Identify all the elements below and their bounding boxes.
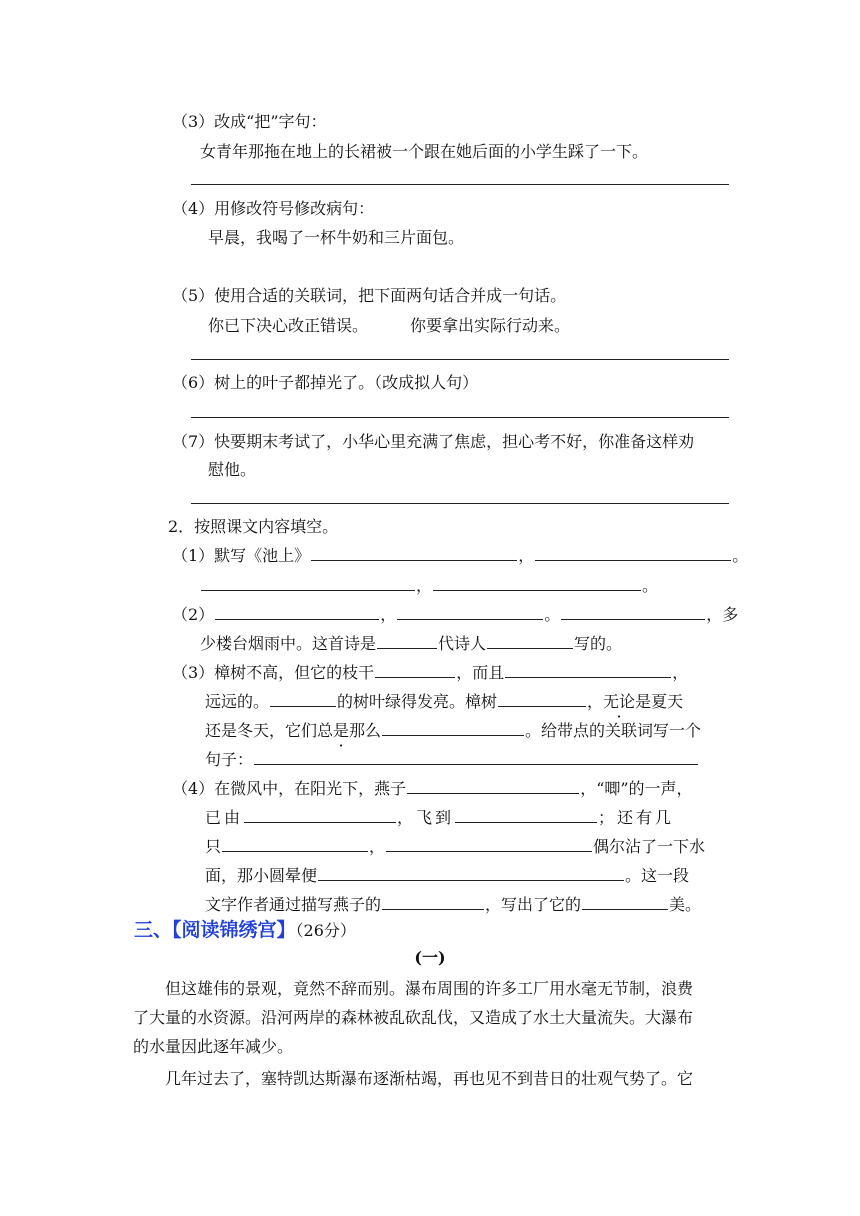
punct: 。 — [732, 546, 749, 565]
section3-title: 【阅读锦绣宫】 — [172, 919, 296, 941]
reading-p1-line3: 的水量因此逐年减少。 — [133, 1037, 294, 1056]
q3-answer-line[interactable] — [191, 184, 729, 185]
blank[interactable] — [377, 633, 437, 649]
s4-line3 — [205, 836, 705, 857]
s4-text: （4）在微风中，在阳光下，燕子 — [172, 779, 407, 798]
dotted-conjunction: 无论 — [603, 692, 636, 711]
dotted-conjunction: 是 — [333, 721, 350, 740]
s3-text: 是夏天 — [635, 692, 684, 711]
s4-line1 — [172, 778, 693, 799]
s2-line1 — [172, 604, 738, 625]
s2-text: 代诗人 — [438, 634, 487, 653]
blank[interactable] — [201, 575, 415, 591]
q3-text: 女青年那拖在地上的长裙被一个跟在她后面的小学生踩了一下。 — [200, 142, 649, 161]
blank[interactable] — [270, 691, 336, 707]
blank[interactable] — [386, 836, 592, 852]
blank[interactable] — [455, 807, 597, 823]
s3-line2 — [205, 691, 683, 712]
blank[interactable] — [254, 749, 698, 765]
punct: ， — [416, 576, 433, 595]
s3-text: ， — [672, 663, 689, 682]
s4-text: 只 — [205, 837, 222, 856]
s3-text: 那么 — [349, 721, 382, 740]
blank[interactable] — [215, 604, 379, 620]
s4-text: 已由 — [205, 808, 244, 827]
s4-line4 — [205, 865, 689, 886]
reading-p1-line1: 但这雄伟的景观，竟然不辞而别。瀑布周围的许多工厂用水毫无节制，浪费 — [165, 979, 694, 998]
s4-text: ，“唧”的一声， — [580, 779, 693, 798]
reading-p2-line1: 几年过去了，塞特凯达斯瀑布逐渐枯竭，再也见不到昔日的壮观气势了。它 — [165, 1069, 694, 1088]
blank[interactable] — [382, 894, 484, 910]
s3-text: 的树叶绿得发亮。樟树 — [337, 692, 498, 711]
s3-line3 — [205, 720, 701, 741]
s4-text: 偶尔沾了一下水 — [593, 837, 706, 856]
s4-text: ， — [369, 837, 386, 856]
s2-end: ，多 — [706, 605, 739, 624]
blank[interactable] — [498, 691, 586, 707]
q5-text-b: 你要拿出实际行动来。 — [410, 316, 571, 335]
blank[interactable] — [561, 604, 705, 620]
s4-text: ，飞到 — [397, 808, 455, 827]
s4-text: 美。 — [669, 895, 702, 914]
part2-title: 2．按照课文内容填空。 — [168, 517, 339, 536]
blank[interactable] — [375, 662, 455, 678]
q7-line2: 慰他。 — [208, 460, 257, 479]
s1-line2 — [200, 575, 658, 596]
blank[interactable] — [535, 545, 731, 561]
s3-text: （3）樟树不高，但它的枝干 — [172, 663, 375, 682]
blank[interactable] — [311, 545, 517, 561]
punct: ， — [380, 605, 397, 624]
s2-line2 — [200, 633, 622, 654]
s3-line1 — [172, 662, 688, 683]
blank[interactable] — [505, 662, 671, 678]
s3-text: 远远的。 — [205, 692, 270, 711]
s4-text: 。这一段 — [625, 866, 690, 885]
reading-heading: (一) — [414, 948, 446, 967]
punct: ， — [518, 546, 535, 565]
q6-label: （6）树上的叶子都掉光了。（改成拟人句） — [172, 373, 479, 392]
reading-p1-line2: 了大量的水资源。沿河两岸的森林被乱砍乱伐，又造成了水土大量流失。大瀑布 — [133, 1008, 694, 1027]
section3-heading — [134, 919, 356, 942]
blank[interactable] — [318, 865, 624, 881]
q5-text-a: 你已下决心改正错误。 — [208, 316, 369, 335]
q3-label: （3）改成“把”字句： — [172, 112, 327, 131]
s4-text: 面，那小圆晕便 — [205, 866, 318, 885]
s2-text: 少楼台烟雨中。这首诗是 — [200, 634, 377, 653]
s3-text: ， — [587, 692, 604, 711]
blank[interactable] — [487, 633, 573, 649]
s4-text: 文字作者通过描写燕子的 — [205, 895, 382, 914]
blank[interactable] — [222, 836, 368, 852]
s2-text: 写的。 — [574, 634, 623, 653]
s3-text: 句子： — [205, 750, 254, 769]
punct: 。 — [642, 576, 659, 595]
s3-line4 — [205, 749, 699, 770]
q6-answer-line[interactable] — [191, 417, 729, 418]
q4-text: 早晨，我喝了一杯牛奶和三片面包。 — [208, 228, 465, 247]
blank[interactable] — [244, 807, 396, 823]
s2-prefix: （2） — [172, 605, 215, 624]
s4-line2 — [205, 807, 674, 828]
q4-label: （4）用修改符号修改病句： — [172, 199, 375, 218]
blank[interactable] — [382, 720, 524, 736]
q5-label: （5）使用合适的关联词，把下面两句话合并成一句话。 — [172, 286, 567, 305]
s1-prefix: （1）默写《池上》 — [172, 546, 311, 565]
section3-score: （26分） — [295, 921, 356, 940]
s3-text: 还是冬天，它们总 — [205, 721, 334, 740]
s4-line5 — [205, 894, 701, 915]
s3-text: 。给带点的关联词写一个 — [525, 721, 702, 740]
q7-answer-line[interactable] — [191, 503, 729, 504]
blank[interactable] — [397, 604, 543, 620]
s4-text: ，写出了它的 — [485, 895, 582, 914]
s4-text: ；还有几 — [598, 808, 675, 827]
blank[interactable] — [433, 575, 641, 591]
section3-number: 三、 — [134, 919, 173, 941]
q5-answer-line[interactable] — [191, 359, 729, 360]
q7-line1: （7）快要期末考试了，小华心里充满了焦虑，担心考不好，你准备这样劝 — [172, 432, 695, 451]
blank[interactable] — [407, 778, 579, 794]
s1-line1 — [172, 545, 748, 566]
blank[interactable] — [582, 894, 668, 910]
s3-text: ，而且 — [456, 663, 505, 682]
punct: 。 — [544, 605, 561, 624]
